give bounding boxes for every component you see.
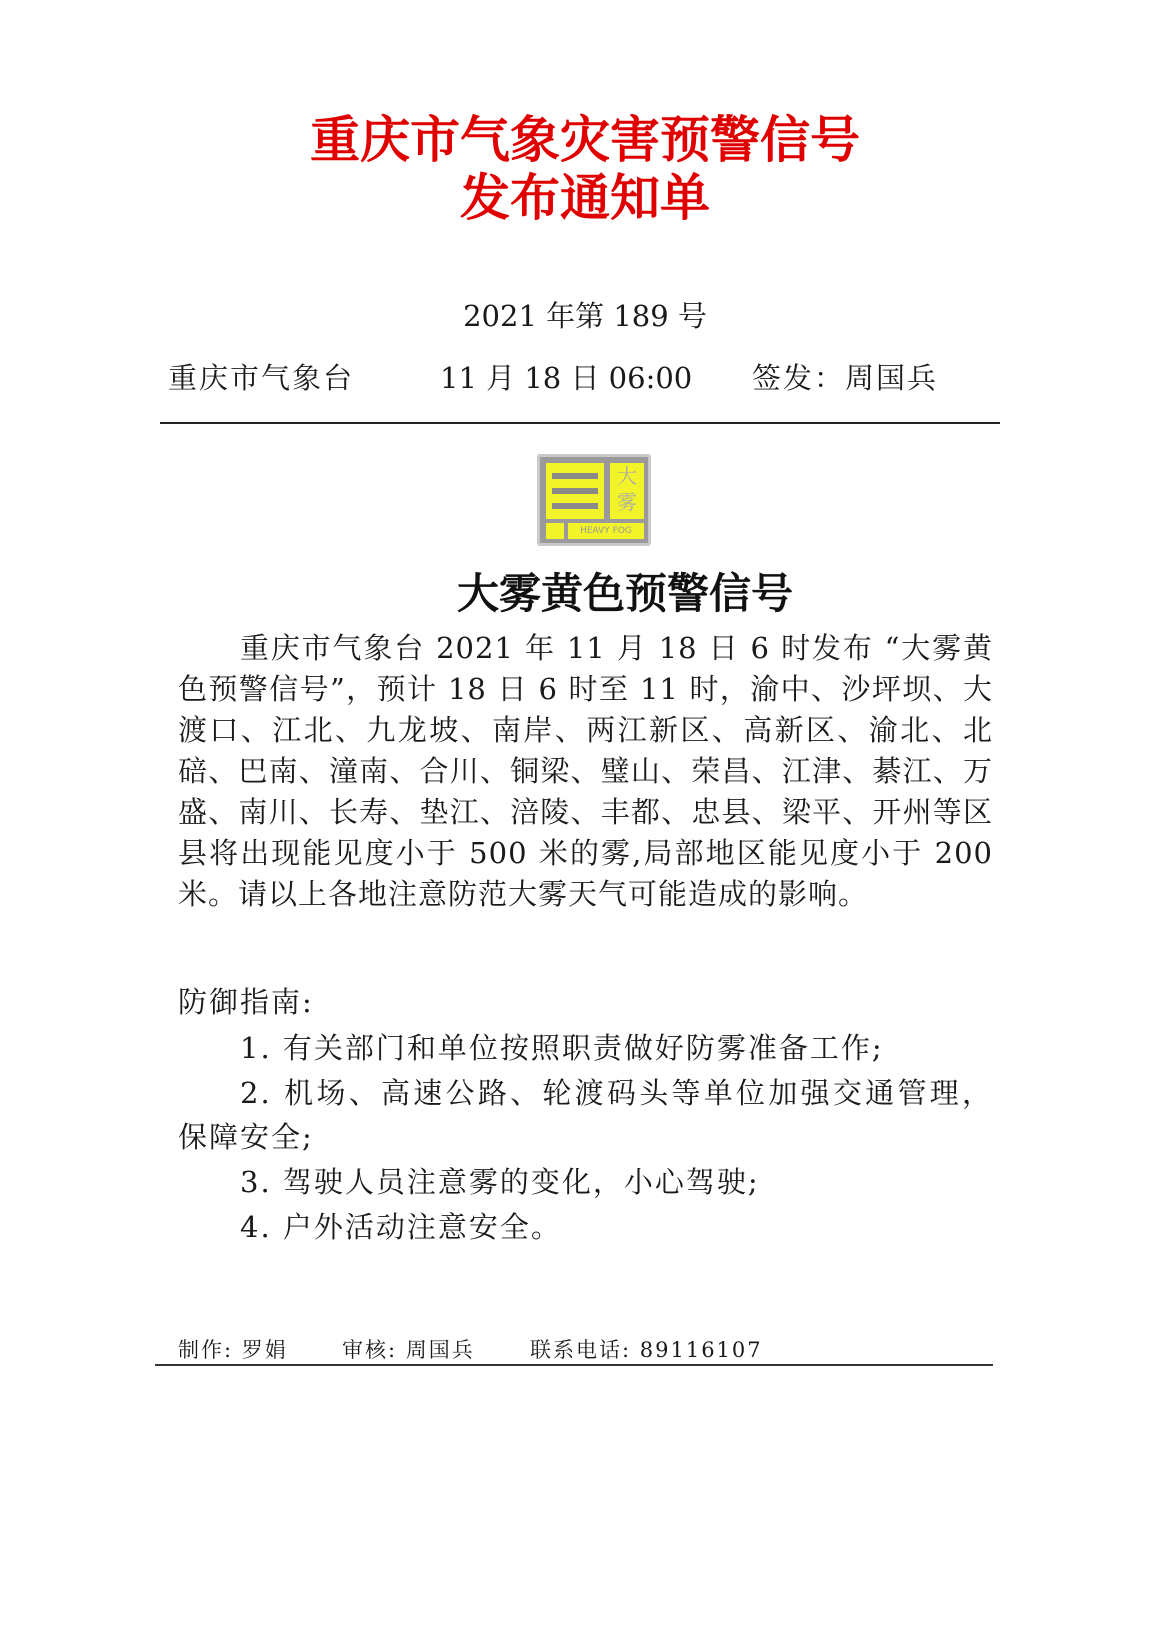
header-divider (160, 422, 1000, 424)
issue-datetime: 11 月 18 日 06:00 (440, 361, 693, 395)
heavy-fog-warning-icon (537, 454, 651, 546)
footer-maker: 制作: 罗娟 (178, 1338, 288, 1362)
guide-item: 3. 驾驶人员注意雾的变化，小心驾驶; (240, 1165, 760, 1199)
footer-reviewer: 审核: 周国兵 (342, 1338, 475, 1362)
footer-divider (155, 1364, 993, 1366)
warning-body-paragraph: 重庆市气象台 2021 年 11 月 18 日 6 时发布 “大雾黄色预警信号”，预计 18 日 6 时至 11 时，渝中、沙坪坝、大渡口、江北、九龙坡、南岸、两江新区、高新区、渝北、北碚、巴南、潼南、合川、铜梁、璧山、荣昌、江津、綦江、万盛、南川、长寿、垫江、涪陵、丰都、忠县、梁平、开州等区县将出现能见度小于 500 米的雾,局部地区能见度小于 200 米。请以上各地注意防范大雾天气可能造成的影响。 (178, 631, 993, 911)
fog-chars-graphic: 大 雾 (610, 463, 644, 519)
document-title-line1: 重庆市气象灾害预警信号 (310, 110, 860, 169)
document-title-line2: 发布通知单 (460, 168, 710, 227)
signal-title: 大雾黄色预警信号 (456, 569, 793, 618)
guide-title: 防御指南: (178, 985, 314, 1019)
signer: 签发：周国兵 (752, 361, 939, 395)
footer-phone: 联系电话: 89116107 (530, 1338, 763, 1362)
issuer: 重庆市气象台 (168, 361, 355, 395)
fog-english-label: HEAVY FOG (568, 523, 644, 539)
fog-bars-graphic (546, 463, 604, 519)
guide-item: 4. 户外活动注意安全。 (240, 1210, 562, 1244)
fog-footer-left-graphic (546, 523, 564, 539)
guide-item: 1. 有关部门和单位按照职责做好防雾准备工作; (240, 1031, 884, 1065)
issue-number: 2021 年第 189 号 (463, 299, 707, 333)
guide-item: 2. 机场、高速公路、轮渡码头等单位加强交通管理，保障安全; (178, 1076, 993, 1154)
